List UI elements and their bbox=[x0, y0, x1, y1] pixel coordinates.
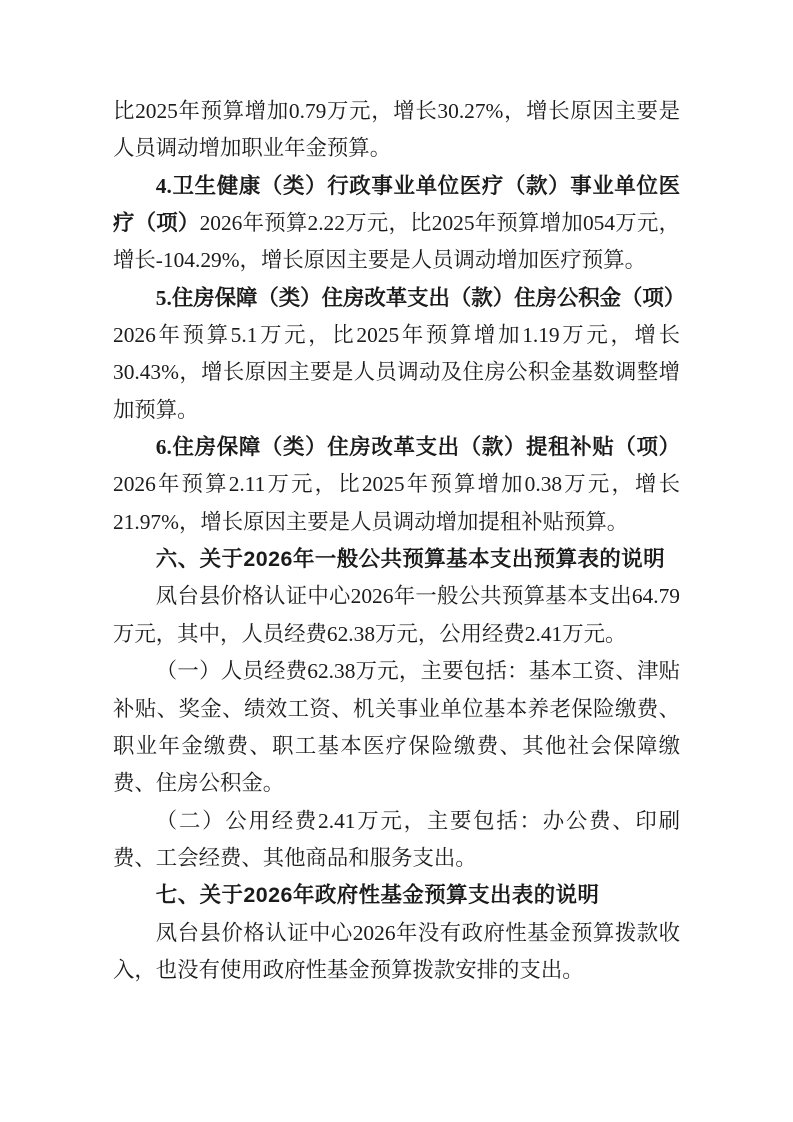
item-5-body-text: 2026年预算5.1万元，比2025年预算增加1.19万元，增长30.43%，增长原因主要是人员调动及住房公积金基数调整增加预算。 bbox=[113, 323, 680, 422]
paragraph-public-funds: （二）公用经费2.41万元，主要包括：办公费、印刷费、工会经费、其他商品和服务支出。 bbox=[113, 808, 680, 870]
item-5-bold-lead: 5.住房保障（类）住房改革支出（款）住房公积金（项） bbox=[155, 285, 686, 310]
paragraph-government-fund-statement: 凤台县价格认证中心2026年没有政府性基金预算拨款收入，也没有使用政府性基金预算拨款安排的支出。 bbox=[113, 920, 680, 982]
paragraph-item-5 bbox=[113, 280, 686, 429]
paragraph-item-6 bbox=[113, 429, 680, 541]
section-heading-7: 七、关于2026年政府性基金预算支出表的说明 bbox=[155, 883, 600, 908]
item-4-bold-lead: 4.卫生健康（类）行政事业单位医疗（款）事业单位医疗（项） bbox=[113, 173, 680, 236]
paragraph-item-4 bbox=[113, 168, 680, 280]
paragraph-personnel-funds: （一）人员经费62.38万元，主要包括：基本工资、津贴补贴、奖金、绩效工资、机关事业单位基本养老保险缴费、职业年金缴费、职工基本医疗保险缴费、其他社会保障缴费、住房公积金。 bbox=[113, 659, 680, 796]
document-body bbox=[113, 93, 686, 989]
item-6-bold-lead: 6.住房保障（类）住房改革支出（款）提租补贴（项） bbox=[155, 435, 680, 460]
paragraph-basic-expenditure-summary: 凤台县价格认证中心2026年一般公共预算基本支出64.79万元，其中，人员经费62.38万元，公用经费2.41万元。 bbox=[113, 584, 680, 646]
item-6-body-text: 2026年预算2.11万元，比2025年预算增加0.38万元，增长21.97%，增长原因主要是人员调动增加提租补贴预算。 bbox=[113, 472, 680, 534]
paragraph-continued-item-3: 比2025年预算增加0.79万元，增长30.27%，增长原因主要是人员调动增加职业年金预算。 bbox=[113, 99, 680, 161]
section-heading-6: 六、关于2026年一般公共预算基本支出预算表的说明 bbox=[155, 547, 666, 572]
item-4-body-text: 2026年预算2.22万元，比2025年预算增加054万元，增长-104.29%，增长原因主要是人员调动增加医疗预算。 bbox=[113, 211, 680, 273]
